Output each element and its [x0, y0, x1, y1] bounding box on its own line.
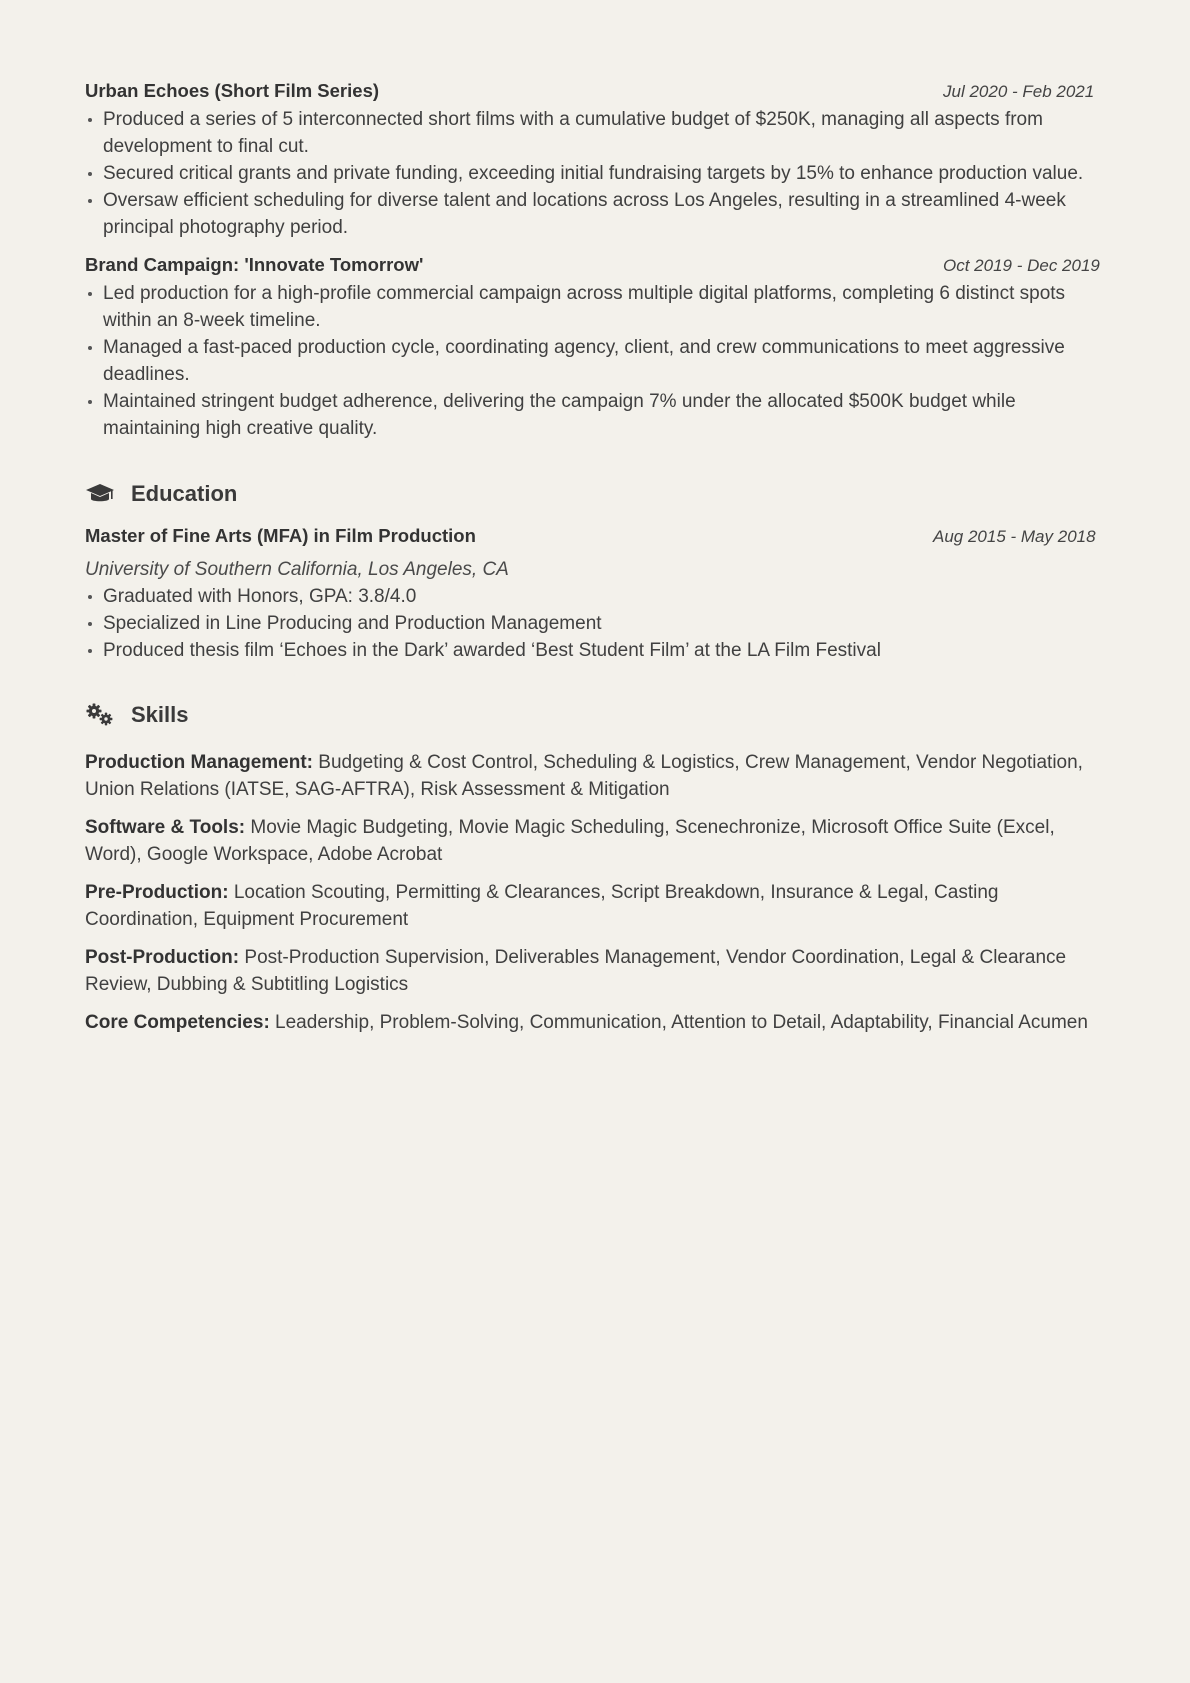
section-title: Education: [131, 481, 238, 506]
degree-title: Master of Fine Arts (MFA) in Film Production: [85, 525, 476, 546]
bullet-item: Led production for a high-profile commercial campaign across multiple digital platforms, completing 6 distinct spots within an 8-week timeline.: [103, 280, 1105, 334]
skill-label: Post-Production:: [85, 947, 245, 968]
skills-list: [85, 749, 1105, 1036]
section-title: Skills: [131, 702, 189, 727]
education-heading: [85, 478, 1105, 510]
bullet-item: Managed a fast-paced production cycle, coordinating agency, client, and crew communications to meet aggressive deadlines.: [103, 334, 1105, 388]
bullet-item: Specialized in Line Producing and Production Management: [103, 610, 1105, 637]
skill-row: [85, 814, 1105, 868]
experience-entry: [85, 80, 1105, 241]
school-name: University of Southern California, Los Angeles, CA: [85, 559, 509, 580]
entry-date: Aug 2015 - May 2018: [933, 527, 1096, 546]
experience-entry: [85, 254, 1105, 442]
skill-row: [85, 1009, 1105, 1036]
entry-header: [85, 254, 1105, 280]
entry-title: Urban Echoes (Short Film Series): [85, 80, 380, 101]
bullet-item: Graduated with Honors, GPA: 3.8/4.0: [103, 583, 1105, 610]
skills-heading: [85, 699, 1105, 731]
bullet-item: Produced thesis film ‘Echoes in the Dark’ awarded ‘Best Student Film’ at the LA Film Festival: [103, 637, 1105, 664]
skill-label: Production Management:: [85, 752, 319, 773]
entry-title: Brand Campaign: 'Innovate Tomorrow': [85, 254, 424, 275]
entry-header: [85, 80, 1105, 106]
education-entry: [85, 525, 1105, 664]
skill-value: Movie Magic Budgeting, Movie Magic Scheduling, Scenechronize, Microsoft Office Suite (Excel, Word), Google Workspace, Adobe Acrobat: [85, 817, 1055, 865]
skill-value: Leadership, Problem-Solving, Communication, Attention to Detail, Adaptability, Financial Acumen: [275, 1012, 1088, 1033]
skill-value: Location Scouting, Permitting & Clearances, Script Breakdown, Insurance & Legal, Casting Coordination, Equipment Procurement: [85, 882, 999, 930]
gears-icon: [85, 703, 115, 727]
bullet-item: Maintained stringent budget adherence, delivering the campaign 7% under the allocated $500K budget while maintaining high creative quality.: [103, 388, 1105, 442]
skill-row: [85, 749, 1105, 803]
bullet-item: Produced a series of 5 interconnected short films with a cumulative budget of $250K, managing all aspects from development to final cut.: [103, 106, 1105, 160]
education-bullets: [85, 583, 1105, 664]
bullet-item: Secured critical grants and private funding, exceeding initial fundraising targets by 15% to enhance production value.: [103, 160, 1105, 187]
entry-bullets: [85, 106, 1105, 241]
entry-date: Oct 2019 - Dec 2019: [943, 256, 1100, 275]
bullet-item: Oversaw efficient scheduling for diverse talent and locations across Los Angeles, resulting in a streamlined 4-week principal photography period.: [103, 187, 1105, 241]
skill-label: Core Competencies:: [85, 1012, 276, 1033]
skill-row: [85, 944, 1105, 998]
skill-value: Post-Production Supervision, Deliverables Management, Vendor Coordination, Legal & Clearance Review, Dubbing & Subtitling Logistics: [85, 947, 1067, 995]
skill-label: Pre-Production:: [85, 882, 234, 903]
entry-header: [85, 525, 1105, 551]
entry-bullets: [85, 280, 1105, 442]
entry-date: Jul 2020 - Feb 2021: [943, 82, 1095, 101]
skill-label: Software & Tools:: [85, 817, 251, 838]
skill-value: Budgeting & Cost Control, Scheduling & Logistics, Crew Management, Vendor Negotiation, Union Relations (IATSE, SAG-AFTRA), Risk Assessment & Mitigation: [85, 752, 1083, 800]
graduation-cap-icon: [85, 482, 115, 506]
skill-row: [85, 879, 1105, 933]
